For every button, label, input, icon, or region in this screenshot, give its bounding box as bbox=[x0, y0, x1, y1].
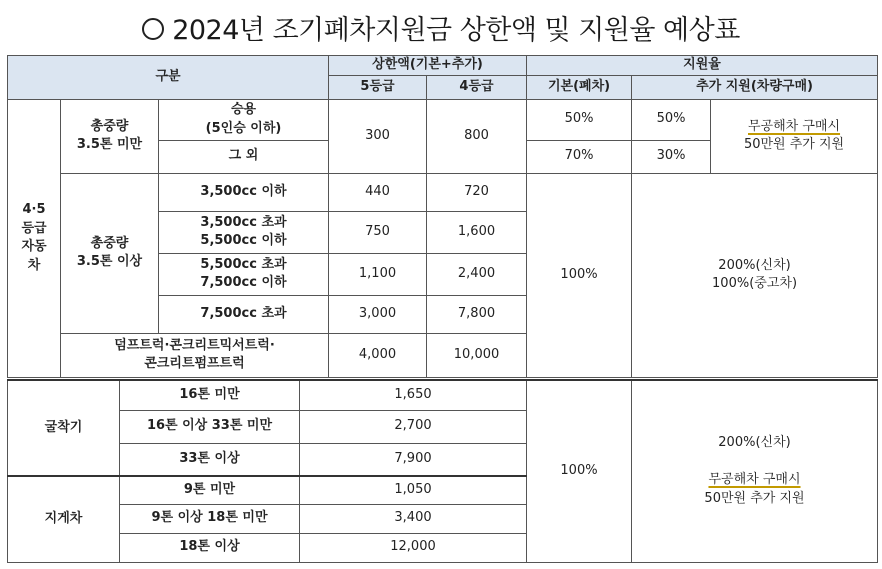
light-weight-line1: 총중량 bbox=[90, 118, 129, 134]
dump-grade5: 4,000 bbox=[329, 333, 427, 377]
subsidy-table-machinery bbox=[7, 379, 878, 563]
machine-row-label: 9톤 미만 bbox=[120, 476, 300, 504]
machine-row-label: 18톤 이상 bbox=[120, 533, 300, 562]
heavy-weight-label bbox=[61, 173, 159, 333]
other-basic-rate: 70% bbox=[527, 140, 632, 173]
heavy-extra-line1: 200%(신차) bbox=[718, 257, 791, 273]
light-grade5-value: 300 bbox=[329, 99, 427, 173]
machine-row-value: 12,000 bbox=[300, 533, 527, 562]
light-note-line2: 50만원 추가 지원 bbox=[743, 137, 845, 153]
title-text: 2024년 조기폐차지원금 상한액 및 지원율 예상표 bbox=[172, 15, 740, 46]
machine-row-value: 1,650 bbox=[300, 380, 527, 410]
section-label-line: 등급 bbox=[21, 220, 47, 236]
machinery-note-line2: 50만원 추가 지원 bbox=[704, 490, 805, 506]
machine-row-value: 1,050 bbox=[300, 476, 527, 504]
excavator-label: 굴착기 bbox=[8, 380, 120, 476]
header-cap-group: 상한액(기본+추가) bbox=[329, 56, 527, 76]
header-grade4: 4등급 bbox=[427, 75, 527, 99]
machine-row-value: 3,400 bbox=[300, 504, 527, 533]
heavy-basic-rate: 100% bbox=[527, 173, 632, 377]
light-note bbox=[711, 99, 878, 173]
light-weight-label bbox=[61, 99, 159, 173]
heavy-row-line2: 7,500cc 이하 bbox=[200, 275, 287, 291]
dump-grade4: 10,000 bbox=[427, 333, 527, 377]
heavy-row-line2: 5,500cc 이하 bbox=[200, 233, 287, 249]
machinery-note-line1: 무공해차 구매시 bbox=[708, 471, 801, 487]
heavy-row-grade5: 3,000 bbox=[329, 295, 427, 333]
machinery-extra-line1: 200%(신차) bbox=[718, 434, 791, 450]
circle-icon bbox=[142, 18, 164, 40]
heavy-row-grade4: 720 bbox=[427, 173, 527, 211]
forklift-label: 지게차 bbox=[8, 476, 120, 562]
machine-row-label: 9톤 이상 18톤 미만 bbox=[120, 504, 300, 533]
light-grade4-value: 800 bbox=[427, 99, 527, 173]
heavy-row-grade5: 1,100 bbox=[329, 253, 427, 295]
heavy-weight-line2: 3.5톤 이상 bbox=[76, 254, 143, 270]
machine-row-value: 7,900 bbox=[300, 443, 527, 476]
header-rate-extra: 추가 지원(차량구매) bbox=[632, 75, 878, 99]
passenger-basic-rate: 50% bbox=[527, 99, 632, 140]
passenger-line1: 승용 bbox=[230, 102, 257, 117]
passenger-label bbox=[159, 99, 329, 140]
dump-line1: 덤프트럭·콘크리트믹서트럭· bbox=[114, 337, 275, 353]
heavy-row-grade5: 750 bbox=[329, 211, 427, 253]
header-category: 구분 bbox=[8, 56, 329, 100]
page-title bbox=[0, 8, 882, 47]
dump-line2: 콘크리트펌프트럭 bbox=[144, 356, 245, 372]
section-label-line: 차 bbox=[27, 258, 41, 274]
heavy-row-grade4: 1,600 bbox=[427, 211, 527, 253]
light-note-line1: 무공해차 구매시 bbox=[748, 118, 841, 134]
heavy-row-grade4: 7,800 bbox=[427, 295, 527, 333]
machine-row-label: 16톤 이상 33톤 미만 bbox=[120, 410, 300, 443]
other-label: 그 외 bbox=[159, 140, 329, 173]
subsidy-table-vehicles bbox=[7, 55, 878, 378]
passenger-line2: (5인승 이하) bbox=[205, 120, 282, 136]
heavy-extra-line2: 100%(중고차) bbox=[712, 276, 798, 292]
heavy-row-grade5: 440 bbox=[329, 173, 427, 211]
dump-truck-label bbox=[61, 333, 329, 377]
header-grade5: 5등급 bbox=[329, 75, 427, 99]
heavy-extra-rate bbox=[632, 173, 878, 377]
heavy-row-label bbox=[159, 173, 329, 211]
heavy-weight-line1: 총중량 bbox=[90, 235, 129, 251]
header-rate-group: 지원율 bbox=[527, 56, 878, 76]
heavy-row-line1: 7,500cc 초과 bbox=[200, 305, 287, 321]
heavy-row-label bbox=[159, 253, 329, 295]
heavy-row-line1: 5,500cc 초과 bbox=[200, 256, 287, 272]
machinery-extra-rate bbox=[632, 380, 878, 562]
section-label-line: 4·5 bbox=[22, 201, 46, 217]
light-weight-line2: 3.5톤 미만 bbox=[76, 137, 143, 153]
heavy-row-label bbox=[159, 295, 329, 333]
heavy-row-line1: 3,500cc 이하 bbox=[200, 183, 287, 199]
machinery-basic-rate: 100% bbox=[527, 380, 632, 562]
section-label-line: 자동 bbox=[21, 239, 47, 255]
heavy-row-grade4: 2,400 bbox=[427, 253, 527, 295]
passenger-extra-rate: 50% bbox=[632, 99, 711, 140]
header-rate-basic: 기본(폐차) bbox=[527, 75, 632, 99]
section-label-grade45 bbox=[8, 99, 61, 377]
heavy-row-label bbox=[159, 211, 329, 253]
machine-row-value: 2,700 bbox=[300, 410, 527, 443]
machine-row-label: 33톤 이상 bbox=[120, 443, 300, 476]
heavy-row-line1: 3,500cc 초과 bbox=[200, 214, 287, 230]
machine-row-label: 16톤 미만 bbox=[120, 380, 300, 410]
other-extra-rate: 30% bbox=[632, 140, 711, 173]
